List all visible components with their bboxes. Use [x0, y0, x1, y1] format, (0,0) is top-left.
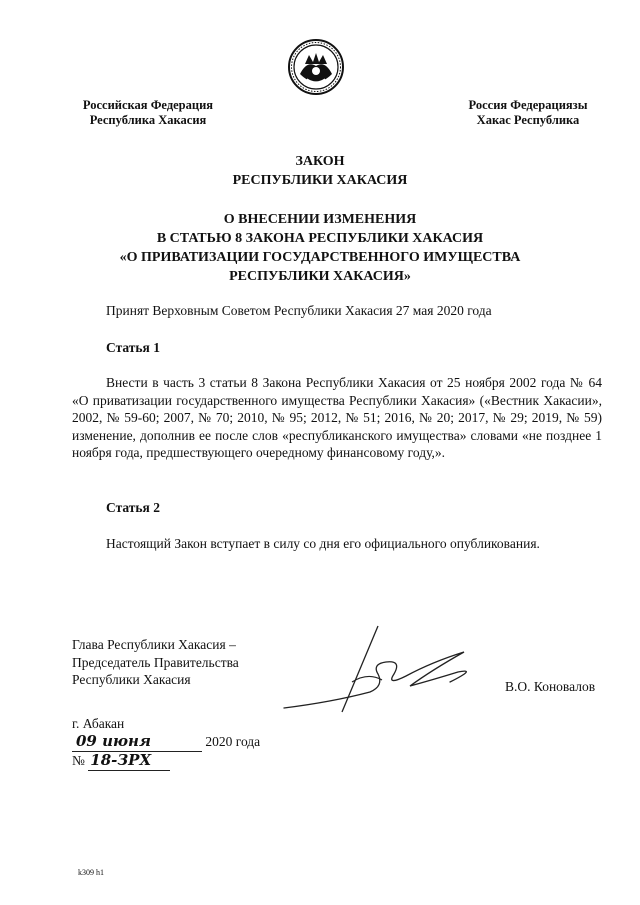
signatory-title	[72, 636, 239, 689]
law-title	[0, 152, 640, 190]
header-right-line1: Россия Федерациязы	[468, 98, 588, 112]
number-line	[72, 752, 170, 771]
law-title-line2: РЕСПУБЛИКИ ХАКАСИЯ	[232, 173, 408, 188]
law-subject	[0, 210, 640, 286]
law-subject-line4: РЕСПУБЛИКИ ХАКАСИЯ»	[229, 269, 411, 284]
article2-heading: Статья 2	[106, 500, 160, 515]
law-subject-line3: «О ПРИВАТИЗАЦИИ ГОСУДАРСТВЕННОГО ИМУЩЕСТВА	[119, 250, 521, 265]
date-handwritten: 09 июня	[72, 733, 202, 752]
signatory-line2: Председатель Правительства	[72, 654, 239, 670]
header-left-line1: Российская Федерация	[82, 98, 214, 112]
article1-text: Внести в часть 3 статьи 8 Закона Республики Хакасия от 25 ноября 2002 года № 64 «О приватизации государственного имущества Республики Хакасия» («Вестник Хакасии», 2002, № 59-60; 2007, № 70; 2010, № 95; 2012, № 51; 2016, № 20; 2017, № 29; 2019, № 59) изменение, дополнив ее после слов «республиканского имущества» словами «не позднее 1 ноября года, предшествующего очередному финансовому году,».	[72, 375, 602, 460]
place: г. Абакан	[72, 716, 125, 731]
date-year: 2020 года	[205, 734, 261, 749]
header-right-line2: Хакас Республика	[476, 113, 580, 127]
header-left	[68, 98, 228, 128]
header-left-line2: Республика Хакасия	[89, 113, 207, 127]
date-line	[72, 733, 260, 752]
law-subject-line2: В СТАТЬЮ 8 ЗАКОНА РЕСПУБЛИКИ ХАКАСИЯ	[156, 231, 484, 246]
handwritten-signature	[282, 622, 492, 717]
law-subject-line1: О ВНЕСЕНИИ ИЗМЕНЕНИЯ	[223, 212, 417, 227]
law-title-line1: ЗАКОН	[295, 154, 345, 169]
article2-text: Настоящий Закон вступает в силу со дня его официального опубликования.	[106, 536, 540, 551]
number-prefix: №	[72, 753, 85, 768]
adopted-line: Принят Верховным Советом Республики Хакасия 27 мая 2020 года	[106, 303, 492, 318]
footer-code: k309 h1	[78, 868, 104, 877]
signatory-line1: Глава Республики Хакасия –	[72, 637, 236, 652]
signatory-name: В.О. Коновалов	[505, 679, 596, 694]
signatory-line3: Республики Хакасия	[72, 672, 191, 687]
header-right	[448, 98, 608, 128]
republic-emblem	[287, 38, 345, 96]
article1-heading: Статья 1	[106, 340, 160, 355]
number-handwritten: 18-ЗРХ	[88, 752, 170, 771]
